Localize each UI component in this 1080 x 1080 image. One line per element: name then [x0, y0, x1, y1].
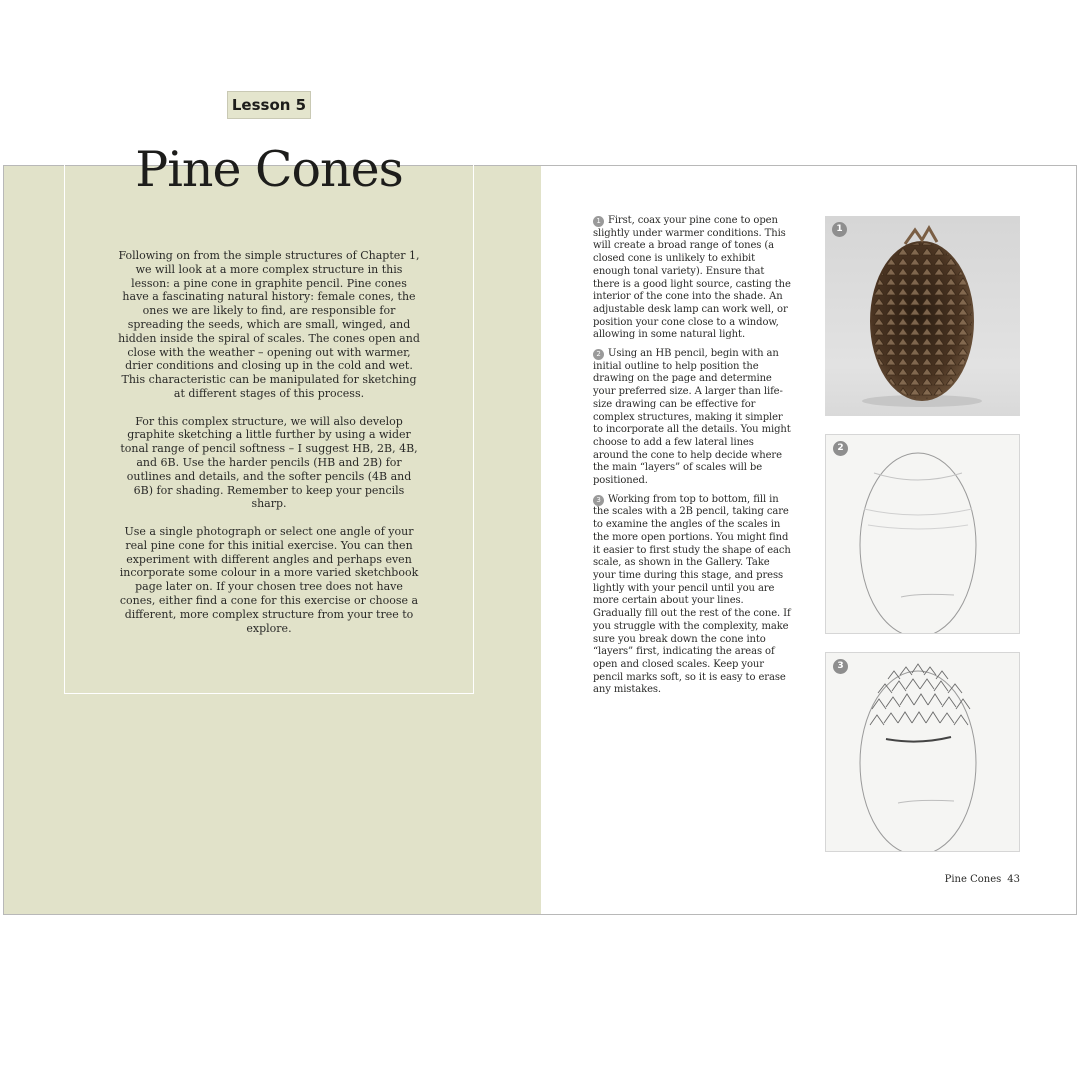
step-text: Using an HB pencil, begin with an initial outline to help position the drawing on the page and determine your preferred size. A larger than life-size drawing can be effective for complex structures, making it simpler to incorporate all the details. You might choose to add a few lateral lines around the cone to help decide where the main “layers” of scales will be positioned. [593, 348, 791, 487]
running-title: Pine Cones [944, 874, 1002, 885]
figure-outline-sketch [825, 434, 1020, 634]
figure-number-badge: 1 [832, 222, 847, 237]
step-item [593, 348, 791, 488]
page-number: 43 [1007, 874, 1020, 885]
intro-paragraph: For this complex structure, we will also develop graphite sketching a little further by using a wider tonal range of pencil softness – I suggest HB, 2B, 4B, and 6B. Use the harder pencils (HB and 2B) for outlines and details, and the softer pencils (4B and 6B) for shading. Remember to keep your pencils sharp. [120, 414, 418, 511]
page-footer [900, 874, 1020, 885]
step-number-badge: 2 [593, 349, 604, 360]
cone-scales-sketch-icon [826, 653, 1020, 852]
cone-outline-sketch-icon [826, 435, 1020, 634]
step-item [593, 215, 791, 342]
step-text: Working from top to bottom, fill in the scales with a 2B pencil, taking care to examine the angles of the scales in the more open portions. You might find it easier to first study the shape of each scale, as shown in the Gallery. Take your time during this stage, and press lightly with your pencil until you are more certain about your lines. Gradually fill out the rest of the cone. If you struggle with the complexity, make sure you break down the cone into “layers” first, indicating the areas of open and closed scales. Keep your pencil marks soft, so it is easy to erase any mistakes. [593, 493, 791, 696]
step-list [593, 215, 791, 703]
step-number-badge: 3 [593, 495, 604, 506]
figure-number-badge: 2 [833, 441, 848, 456]
lesson-badge: Lesson 5 [227, 91, 311, 119]
step-text: First, coax your pine cone to open slightly under warmer conditions. This will create a broad range of tones (a closed cone is unlikely to exhibit enough tonal variety). Ensure that there is a good light source, casting the interior of the cone into the shade. An adjustable desk lamp can work well, or position your cone close to a window, allowing in some natural light. [593, 215, 791, 341]
intro-paragraph: Following on from the simple structures of Chapter 1, we will look at a more complex structure in this lesson: a pine cone in graphite pencil. Pine cones have a fascinating natural history: female cones, the ones we are likely to find, are responsible for spreading the seeds, which are small, winged, and hidden inside the spiral of scales. The cones open and close with the weather – opening out with warmer, drier conditions and closing up in the cold and wet. This characteristic can be manipulated for sketching at different stages of this process. [118, 249, 420, 400]
step-item [593, 494, 791, 697]
pine-cone-photo-icon [825, 216, 1020, 416]
intro-text [118, 249, 420, 649]
page-title: Pine Cones [135, 141, 403, 198]
intro-paragraph: Use a single photograph or select one angle of your real pine cone for this initial exercise. You can then experiment with different angles and perhaps even incorporate some colour in a more varied sketchbook page later on. If your chosen tree does not have cones, either find a cone for this exercise or choose a different, more complex structure from your tree to explore. [119, 524, 419, 635]
figure-photo [825, 216, 1020, 416]
step-number-badge: 1 [593, 216, 604, 227]
figure-scales-sketch [825, 652, 1020, 852]
figure-number-badge: 3 [833, 659, 848, 674]
